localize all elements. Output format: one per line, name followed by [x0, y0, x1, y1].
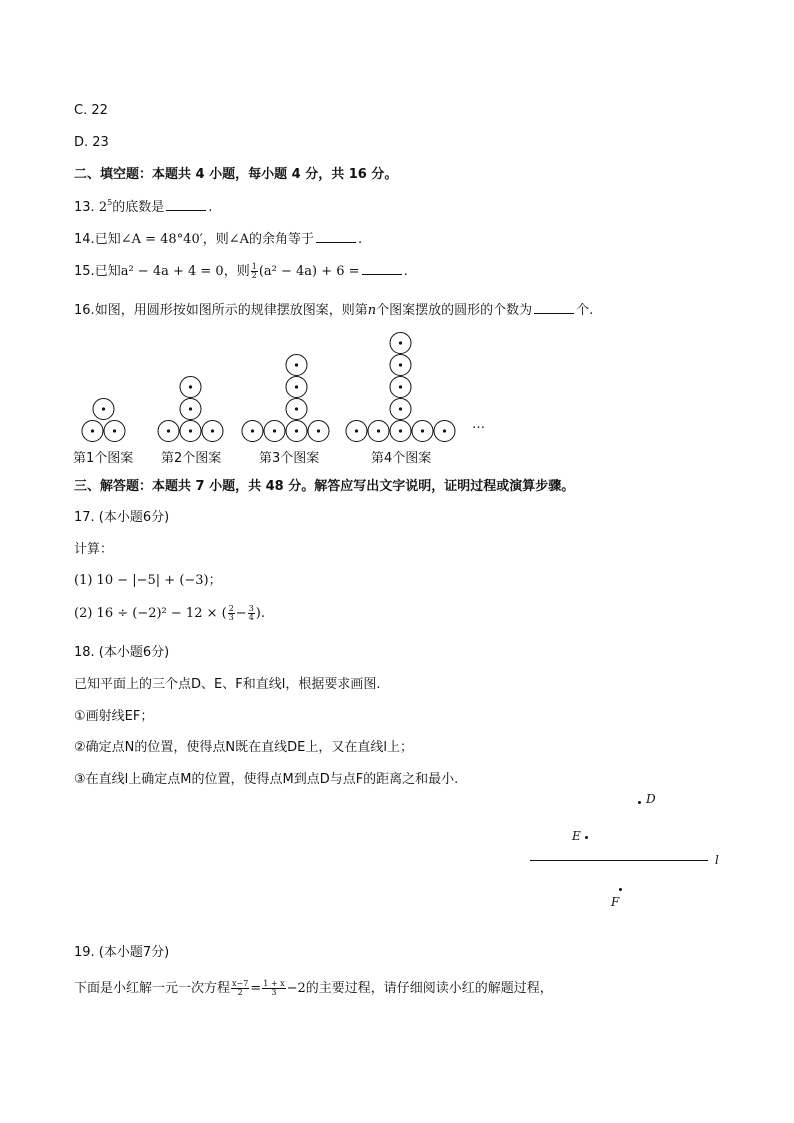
pattern-4-center-dot: [399, 407, 402, 410]
pattern-3-center-dot: [295, 407, 298, 410]
pattern-1-center-dot: [102, 407, 105, 410]
option-c: C. 22: [74, 103, 108, 118]
point-e-dot: [585, 836, 588, 839]
q15-equation: a² − 4a + 4 = 0: [120, 264, 224, 279]
pattern-4-center-dot: [399, 363, 402, 366]
pattern-2-center-dot: [189, 385, 192, 388]
pattern-2-center-dot: [189, 407, 192, 410]
circle-pattern-figure: [0, 0, 794, 470]
q18-intro: 已知平面上的三个点D、E、F和直线l，根据要求画图.: [74, 677, 381, 692]
pattern-caption-2: 第2个图案: [161, 451, 222, 466]
q18-step-1: ①画射线EF；: [74, 709, 154, 724]
pattern-caption-4: 第4个图案: [371, 451, 432, 466]
q18-step-2: ②确定点N的位置，使得点N既在直线DE上，又在直线l上；: [74, 740, 413, 755]
q14-angle-expr: ∠A = 48°40′: [120, 232, 203, 247]
pattern-3-center-dot: [295, 385, 298, 388]
pattern-3-center-dot: [273, 429, 276, 432]
point-f-dot: [619, 888, 622, 891]
pattern-2-center-dot: [167, 429, 170, 432]
pattern-1-center-dot: [91, 429, 94, 432]
pattern-4-center-dot: [377, 429, 380, 432]
section-2-heading: 二、填空题：本题共 4 小题，每小题 4 分，共 16 分。: [74, 167, 398, 182]
pattern-3-center-dot: [295, 429, 298, 432]
q18-step-3: ③在直线l上确定点M的位置，使得点M到点D与点F的距离之和最小.: [74, 772, 459, 787]
line-l-label: l: [715, 853, 719, 867]
pattern-4-center-dot: [399, 429, 402, 432]
pattern-3-center-dot: [317, 429, 320, 432]
q13-number: 13.: [74, 200, 95, 215]
point-d-dot: [638, 801, 641, 804]
q17-title: 17. (本小题6分): [74, 510, 170, 525]
line-l: [530, 860, 708, 861]
pattern-4-center-dot: [355, 429, 358, 432]
section-3-heading: 三、解答题：本题共 7 小题，共 48 分。解答应写出文字说明，证明过程或演算步骤。: [74, 479, 575, 494]
q17-instruction: 计算：: [74, 542, 114, 557]
q17-part-2: (2) 16 ÷ (−2)² − 12 × ( $\frac{2}{3}$ − $\frac{3}{4}$ ).: [74, 604, 266, 622]
q17-part-1: (1) 10 − |−5| + (−3)；: [74, 573, 222, 588]
question-14: 14.已知∠A = 48°40′，则∠A的余角等于 .: [74, 232, 363, 247]
q19-title: 19. (本小题7分): [74, 945, 170, 960]
pattern-2-center-dot: [189, 429, 192, 432]
point-d-label: D: [646, 792, 656, 806]
question-16: 16.如图，用圆形按如图所示的规律摆放图案，则第n个图案摆放的圆形的个数为 个.: [74, 303, 594, 318]
q13-power: $2^5$: [98, 198, 113, 215]
point-f-label: F: [611, 895, 620, 909]
question-15: 15.已知a² − 4a + 4 = 0，则 $\frac{1}{2}$ (a² − 4a) + 6 = .: [74, 262, 408, 280]
q19-text: 下面是小红解一元一次方程 $\frac{x-7}{2}$ = $\frac{1 + x}{3}$ −2的主要过程，请仔细阅读小红的解题过程，: [74, 979, 553, 997]
pattern-3-center-dot: [251, 429, 254, 432]
option-d: D. 23: [74, 135, 109, 150]
point-e-label: E: [572, 829, 581, 843]
pattern-caption-3: 第3个图案: [259, 451, 320, 466]
pattern-2-center-dot: [211, 429, 214, 432]
pattern-4-center-dot: [399, 341, 402, 344]
pattern-ellipsis: …: [472, 417, 485, 432]
pattern-4-center-dot: [421, 429, 424, 432]
pattern-1-center-dot: [113, 429, 116, 432]
pattern-4-center-dot: [443, 429, 446, 432]
pattern-4-center-dot: [399, 385, 402, 388]
pattern-caption-1: 第1个图案: [73, 451, 134, 466]
q18-title: 18. (本小题6分): [74, 645, 170, 660]
question-13: 13. $2^5$的底数是 .: [74, 198, 213, 215]
pattern-3-center-dot: [295, 363, 298, 366]
q15-fraction: $\frac{1}{2}$: [251, 262, 257, 280]
